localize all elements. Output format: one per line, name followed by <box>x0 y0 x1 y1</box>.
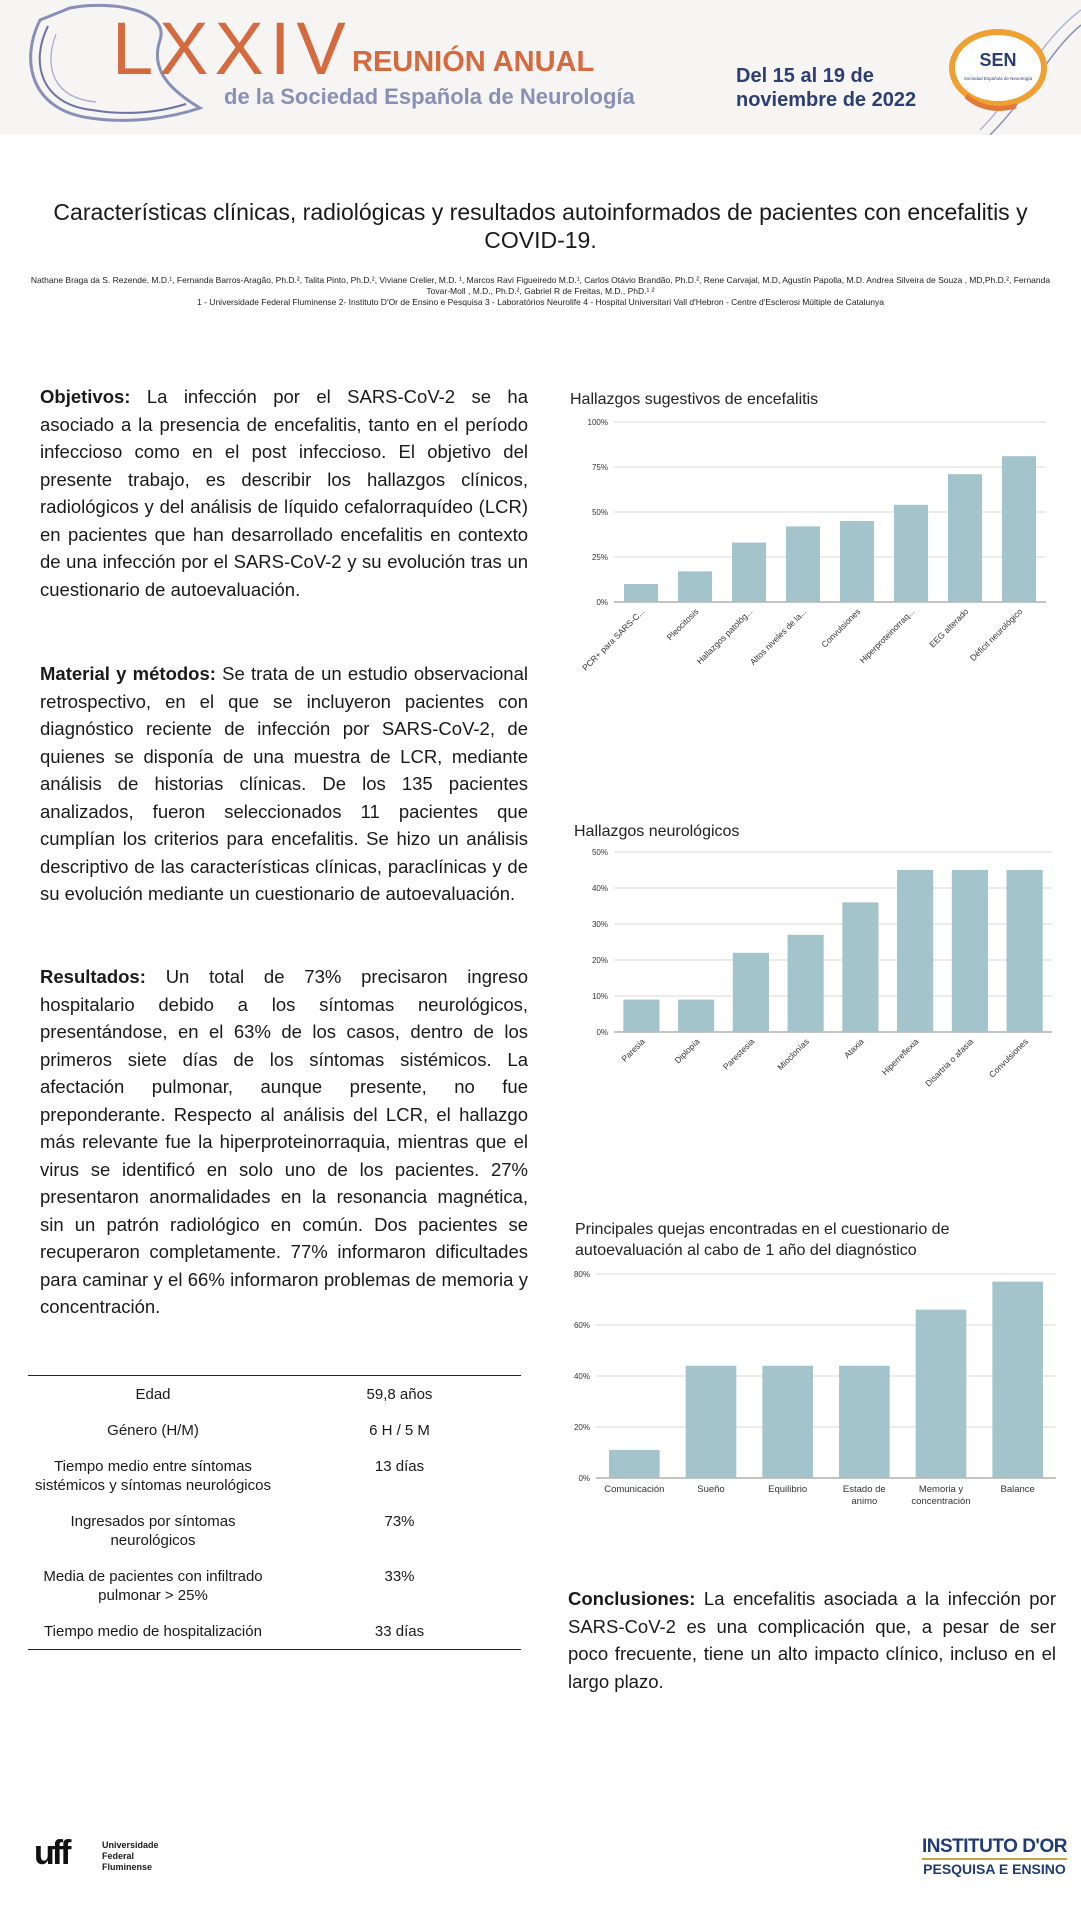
chart-neurologicos <box>568 820 1068 1125</box>
x-tick-label: Mioclonías <box>775 1036 812 1073</box>
table-row <box>28 1503 521 1558</box>
chart-title: Hallazgos neurológicos <box>574 823 740 840</box>
table-row <box>28 1558 521 1613</box>
idor-name: INSTITUTO D'OR <box>922 1836 1067 1857</box>
table-cell-label: Género (H/M) <box>107 1422 199 1439</box>
x-tick-label: animo <box>851 1496 878 1507</box>
bar <box>733 953 769 1032</box>
table-cell-label: Media de pacientes con infiltrado pulmonar > 25% <box>43 1568 263 1604</box>
table-cell-value: 33 días <box>374 1623 425 1640</box>
table-cell-label: Tiempo medio entre síntomas sistémicos y síntomas neurológicos <box>35 1458 271 1494</box>
bar <box>678 571 712 602</box>
x-tick-label: Estado de <box>842 1484 886 1495</box>
y-tick-label: 20% <box>591 956 608 965</box>
stats-table <box>28 1375 521 1650</box>
y-tick-label: 75% <box>591 463 608 472</box>
bar <box>623 1000 659 1032</box>
banner-dates-line1: Del 15 al 19 de <box>736 65 874 87</box>
chart-title: Hallazgos sugestivos de encefalitis <box>570 391 819 408</box>
x-tick-label: Sueño <box>697 1484 725 1495</box>
y-tick-label: 20% <box>573 1423 590 1432</box>
x-tick-label: Paresia <box>619 1036 647 1064</box>
y-tick-label: 50% <box>591 848 608 857</box>
conclusiones-heading: Conclusiones: <box>568 1588 696 1609</box>
chart-title-line2: autoevaluación al cabo de 1 año del diagnóstico <box>575 1242 917 1259</box>
bar <box>839 1366 890 1478</box>
bar <box>678 1000 714 1032</box>
authors-block <box>20 275 1061 308</box>
table-cell-value: 59,8 años <box>366 1386 433 1403</box>
svg-text:uff: uff <box>34 1838 69 1868</box>
x-tick-label: EEG alterado <box>927 606 971 650</box>
bar <box>840 521 874 602</box>
table-cell-value: 6 H / 5 M <box>369 1422 430 1439</box>
bar <box>1002 456 1036 602</box>
idor-logo <box>922 1836 1067 1877</box>
table-row <box>28 1448 521 1503</box>
sen-logo-text: SEN <box>979 50 1017 70</box>
table-cell-value: 13 días <box>374 1458 425 1475</box>
banner-society: de la Sociedad Española de Neurología <box>224 84 635 109</box>
y-tick-label: 80% <box>573 1270 590 1279</box>
material-heading: Material y métodos: <box>40 663 216 684</box>
bar <box>948 474 982 602</box>
y-tick-label: 10% <box>591 992 608 1001</box>
uff-logo-text <box>102 1840 159 1873</box>
section-resultados <box>40 963 528 1321</box>
affiliations: 1 - Universidade Federal Fluminense 2- Instituto D'Or de Ensino e Pesquisa 3 - Laboratórios Neurolife 4 - Hospital Universitari Vall d'Hebron - Centre d'Esclerosi Múltiple de Catalunya <box>197 297 884 307</box>
section-material <box>40 660 528 908</box>
x-tick-label: Hallazgos patológ... <box>694 606 755 667</box>
x-tick-label: Balance <box>1000 1484 1035 1495</box>
y-tick-label: 100% <box>587 418 608 427</box>
x-tick-label: Diplopía <box>672 1036 702 1066</box>
x-tick-label: Déficit neurológico <box>967 606 1025 663</box>
table-cell-value: 73% <box>384 1513 415 1530</box>
banner-reunion: REUNIÓN ANUAL <box>352 46 595 78</box>
bar <box>952 870 988 1032</box>
x-tick-label: Pleocitosis <box>664 606 701 643</box>
bar <box>916 1310 967 1478</box>
uff-line2: Federal <box>102 1851 135 1861</box>
y-tick-label: 40% <box>591 884 608 893</box>
sen-logo-subtitle: Sociedad Española de Neurología <box>963 76 1033 81</box>
banner-dates-line2: noviembre de 2022 <box>736 89 917 111</box>
material-text: Se trata de un estudio observacional retrospectivo, en el que se incluyeron pacientes con diagnóstico reciente de infección por SARS-CoV-2, de quienes se disponía de una muestra de LCR, mediante análisis de historias clínicas. De los 135 pacientes analizados, fueron seleccionados 11 pacientes que cumplían los criterios para encefalitis. Se hizo un análisis descriptivo de las características clínicas, paraclínicas y de su evolución mediante un cuestionario de autoevaluación. <box>40 663 528 904</box>
bar <box>894 505 928 602</box>
bar <box>732 543 766 602</box>
uff-logo <box>34 1838 98 1868</box>
y-tick-label: 0% <box>596 598 608 607</box>
x-tick-label: Hiperreflexia <box>879 1036 921 1078</box>
resultados-heading: Resultados: <box>40 966 146 987</box>
x-tick-label: Ataxia <box>842 1036 866 1061</box>
x-tick-label: Comunicación <box>604 1484 665 1495</box>
bar <box>992 1282 1043 1478</box>
x-tick-label: Convulsiones <box>986 1036 1031 1080</box>
conclusiones-text: La encefalitis asociada a la infección por SARS-CoV-2 es una complicación que, a pesar de ser poco frecuente, tiene un alto impacto clínico, incluso en el largo plazo. <box>568 1588 1056 1692</box>
bar <box>897 870 933 1032</box>
y-tick-label: 30% <box>591 920 608 929</box>
x-tick-label: Disartria o afasia <box>923 1036 976 1089</box>
x-tick-label: Memoria y <box>918 1484 964 1495</box>
chart-title-line1: Principales quejas encontradas en el cuestionario de <box>575 1221 950 1238</box>
x-tick-label: Hiperproteinorraq... <box>857 606 917 666</box>
x-tick-label: concentración <box>911 1496 971 1507</box>
bar <box>788 935 824 1032</box>
table-cell-label: Tiempo medio de hospitalización <box>44 1623 262 1640</box>
table-cell-label: Ingresados por síntomas neurológicos <box>70 1513 236 1549</box>
resultados-text: Un total de 73% precisaron ingreso hospitalario debido a los síntomas neurológicos, presentándose, en el 63% de los casos, dentro de los primeros siete días de los síntomas sistémicos. La afectación pulmonar, aunque presente, no fue preponderante. Respecto al análisis del LCR, el hallazgo más relevante fue la hiperproteinorraquia, mientras que el virus se identificó en solo uno de los pacientes. 27% presentaron anormalidades en la resonancia magnética, sin un patrón radiológico en común. Dos pacientes se recuperaron completamente. 77% informaron dificultades para caminar y el 66% informaron problemas de memoria y concentración. <box>40 966 528 1317</box>
table-row <box>28 1412 521 1448</box>
x-tick-label: Parestesia <box>720 1036 757 1072</box>
x-tick-label: Equilibrio <box>768 1484 808 1495</box>
x-tick-label: PCR+ para SARS-C... <box>580 606 647 673</box>
idor-subtitle: PESQUISA E ENSINO <box>922 1858 1067 1877</box>
y-tick-label: 60% <box>573 1321 590 1330</box>
chart-quejas <box>568 1218 1068 1518</box>
y-tick-label: 50% <box>591 508 608 517</box>
bar <box>842 902 878 1032</box>
section-conclusiones <box>568 1585 1056 1695</box>
table-row <box>28 1376 521 1412</box>
x-tick-label: Convulsiones <box>819 606 863 650</box>
bar <box>1007 870 1043 1032</box>
header-banner <box>0 0 1081 135</box>
objetivos-text: La infección por el SARS-CoV-2 se ha asociado a la presencia de encefalitis, tanto en el período infeccioso como en el post infeccioso. El objetivo del presente trabajo, es describir los hallazgos clínicos, radiológicos y del análisis de líquido cefalorraquídeo (LCR) en pacientes que han desarrollado encefalitis en contexto de una infección por el SARS-CoV-2 y su evolución tras un cuestionario de autoevaluación. <box>40 386 528 600</box>
x-tick-label: Altos niveles de la... <box>747 606 809 667</box>
y-tick-label: 0% <box>578 1474 590 1483</box>
sen-logo <box>946 26 1056 116</box>
banner-dates <box>736 64 916 112</box>
bar <box>786 526 820 602</box>
y-tick-label: 40% <box>573 1372 590 1381</box>
table-row <box>28 1613 521 1649</box>
chart-encefalitis <box>568 388 1068 693</box>
bar <box>609 1450 660 1478</box>
bar <box>686 1366 737 1478</box>
objetivos-heading: Objetivos: <box>40 386 131 407</box>
bar <box>762 1366 813 1478</box>
author-list: Nathane Braga da S. Rezende, M.D.¹, Fernanda Barros-Aragão, Ph.D.², Talita Pinto, Ph.D.², Viviane Crelier, M.D. ¹, Marcos Ravi Figueiredo M.D.¹, Carlos Otávio Brandão, Ph.D.², Rene Carvajal, M.D, Agustín Papolla, M.D. Andrea Silveira de Souza , MD,Ph.D.², Fernanda Tovar-Moll , M.D., Ph.D.², Gabriel R de Freitas, M.D., PhD.¹ ² <box>30 275 1051 296</box>
uff-line3: Fluminense <box>102 1862 153 1872</box>
y-tick-label: 25% <box>591 553 608 562</box>
section-objetivos <box>40 383 528 603</box>
table-cell-label: Edad <box>135 1386 171 1403</box>
uff-line1: Universidade <box>102 1840 159 1850</box>
banner-roman-number: LXXIV <box>112 7 352 90</box>
poster-title: Características clínicas, radiológicas y resultados autoinformados de pacientes con encefalitis y COVID-19. <box>53 199 1028 253</box>
bar <box>624 584 658 602</box>
y-tick-label: 0% <box>596 1028 608 1037</box>
table-cell-value: 33% <box>384 1568 415 1585</box>
